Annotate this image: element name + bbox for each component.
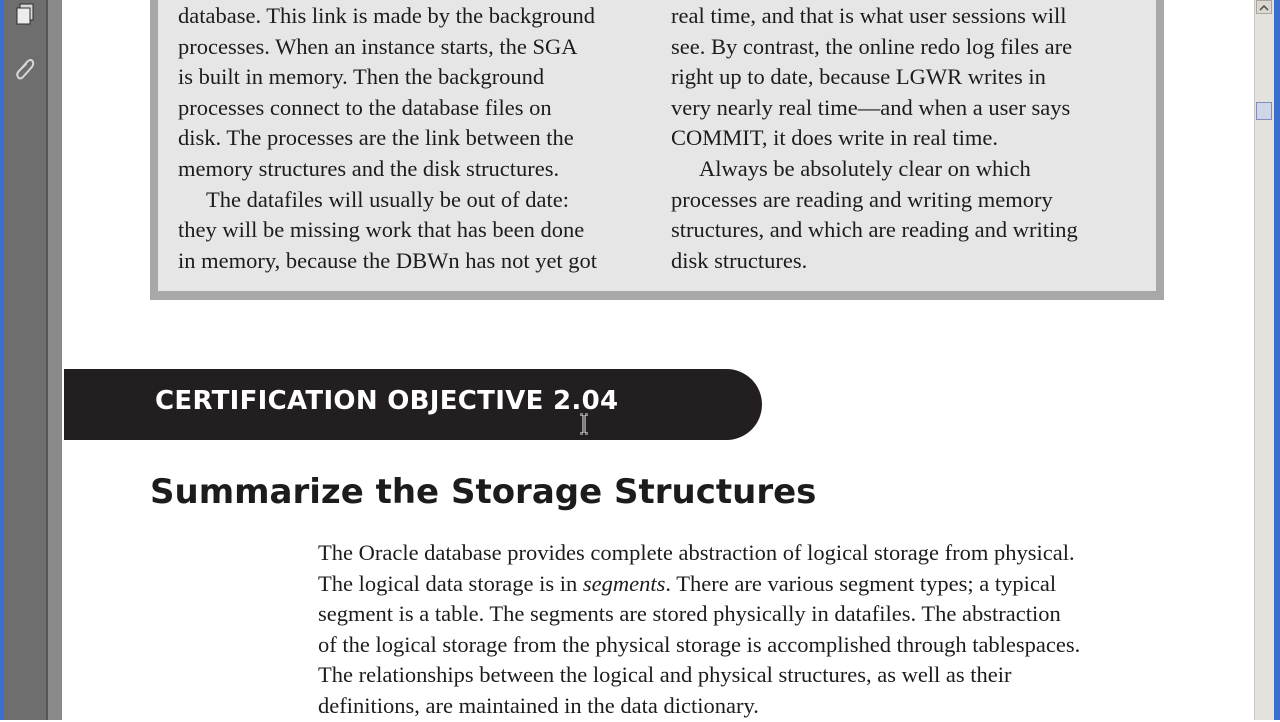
pages-icon[interactable] bbox=[14, 3, 36, 27]
body-paragraph bbox=[318, 538, 1080, 722]
paragraph-line bbox=[318, 569, 1080, 600]
note-line: COMMIT, it does write in real time. bbox=[671, 125, 999, 151]
note-line: structures, and which are reading and writing bbox=[671, 217, 1078, 243]
paragraph-line: of the logical storage from the physical storage is accomplished through tablespaces. bbox=[318, 631, 1081, 657]
scroll-up-button[interactable] bbox=[1256, 0, 1272, 14]
window-border bbox=[0, 0, 4, 720]
scrollbar-thumb[interactable] bbox=[1256, 102, 1272, 120]
certification-label: CERTIFICATION OBJECTIVE 2.04 bbox=[155, 386, 619, 416]
emphasis-text: segments bbox=[582, 570, 666, 596]
paragraph-line: segment is a table. The segments are stored physically in datafiles. The abstraction bbox=[318, 601, 1061, 627]
note-line: very nearly real time—and when a user says bbox=[671, 94, 1071, 120]
paragraph-line: The relationships between the logical and physical structures, as well as their bbox=[318, 662, 1012, 688]
paragraph-line: definitions, are maintained in the data dictionary. bbox=[318, 692, 759, 718]
window-border bbox=[1274, 0, 1280, 720]
paragraph-text: . There are various segment types; a typical bbox=[665, 570, 1057, 596]
note-left-column bbox=[178, 1, 597, 276]
note-line: Always be absolutely clear on which bbox=[699, 155, 1031, 181]
paragraph-text: The logical data storage is in bbox=[318, 570, 583, 596]
note-line: database. This link is made by the background bbox=[178, 3, 595, 28]
note-line: right up to date, because LGWR writes in bbox=[671, 64, 1046, 90]
note-line: processes are reading and writing memory bbox=[671, 186, 1053, 212]
note-line: disk. The processes are the link between the bbox=[178, 125, 574, 151]
note-right-column bbox=[671, 1, 1078, 276]
note-line: processes connect to the database files on bbox=[178, 94, 552, 120]
note-line: is built in memory. Then the background bbox=[178, 64, 545, 90]
paperclip-icon[interactable] bbox=[14, 56, 36, 80]
note-line: The datafiles will usually be out of date: bbox=[206, 186, 570, 212]
page-gutter bbox=[48, 0, 62, 720]
navigation-panel bbox=[0, 0, 48, 720]
note-line: see. By contrast, the online redo log files are bbox=[671, 33, 1073, 59]
note-line: disk structures. bbox=[671, 247, 808, 273]
note-line: processes. When an instance starts, the SGA bbox=[178, 33, 578, 59]
note-line: in memory, because the DBWn has not yet got bbox=[178, 247, 598, 273]
note-line: they will be missing work that has been done bbox=[178, 217, 585, 243]
text-cursor-icon bbox=[579, 413, 589, 435]
section-heading: Summarize the Storage Structures bbox=[150, 472, 817, 512]
note-line: real time, and that is what user sessions will bbox=[671, 3, 1067, 28]
paragraph-line: The Oracle database provides complete abstraction of logical storage from physical. bbox=[318, 540, 1075, 565]
note-line: memory structures and the disk structures. bbox=[178, 155, 560, 181]
